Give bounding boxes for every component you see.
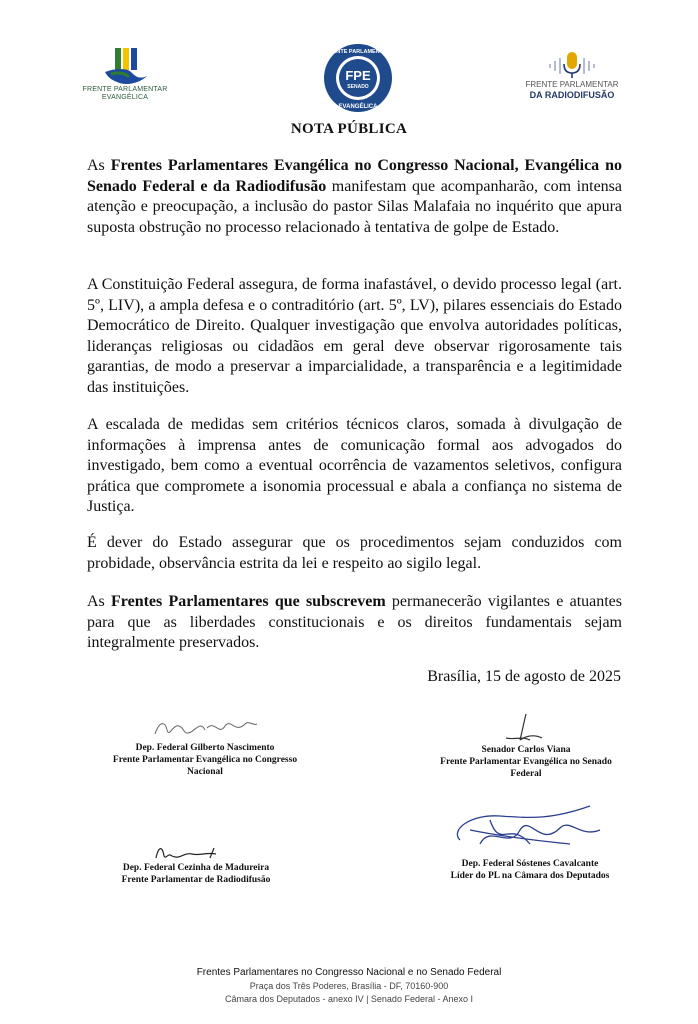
p5-rest: permanecerão vigilantes e atuantes para que as liberdades constitucionais e os direitos fundamentais sejam integralmente preservados. xyxy=(87,593,623,652)
fpe-caption-line1: FRENTE PARLAMENTAR xyxy=(82,86,168,93)
logo-frente-parlamentar-evangelica xyxy=(60,46,190,102)
signatory-name-2: Senador Carlos Viana xyxy=(481,745,571,755)
signatory-name-3: Dep. Federal Cezinha de Madureira xyxy=(122,863,270,873)
signatory-role-1b: Nacional xyxy=(187,767,223,777)
signatory-role-1a: Frente Parlamentar Evangélica no Congresso xyxy=(112,755,298,765)
fpe-senado-center-sub: SENADO xyxy=(347,84,369,90)
p1-lead: As xyxy=(87,157,111,174)
fpe-caption-line2: EVANGÉLICA xyxy=(101,94,149,101)
paragraph-4: É dever do Estado assegurar que os procedimentos sejam conduzidos com probidade, observância estrita da lei e respeito ao sigilo legal. xyxy=(87,534,622,572)
signature-block-1 xyxy=(90,712,320,778)
signatory-role-2b: Federal xyxy=(510,769,542,779)
radio-caption-line1: FRENTE PARLAMENTAR xyxy=(525,80,619,89)
signature-block-4 xyxy=(420,800,640,882)
radio-caption-line2: DA RADIODIFUSÃO xyxy=(529,90,615,100)
p5-bold: Frentes Parlamentares que subscrevem xyxy=(111,593,386,610)
footer xyxy=(0,966,698,1006)
signatory-name-1: Dep. Federal Gilberto Nascimento xyxy=(135,743,275,753)
footer-line-1: Frentes Parlamentares no Congresso Nacional e no Senado Federal xyxy=(196,967,502,978)
paragraph-5 xyxy=(87,592,622,654)
signature-scribble-icon xyxy=(440,800,620,858)
fpe-senado-seal-icon xyxy=(322,42,394,114)
logo-frente-radiodifusao xyxy=(516,50,628,100)
p1-bold: Frentes Parlamentares Evangélica no Congresso Nacional, Evangélica no Senado Federal e da Radiodifusão xyxy=(87,157,623,195)
p1-rest: manifestam que acompanharão, com intensa atenção e preocupação, a inclusão do pastor Silas Malafaia no inquérito que apura suposta obstrução no processo relacionado à tentativa de golpe de Estado. xyxy=(87,177,623,236)
signature-scribble-icon xyxy=(486,712,566,744)
fpe-senado-center-text: FPE xyxy=(345,68,371,83)
signatory-role-3a: Frente Parlamentar de Radiodifusão xyxy=(121,875,271,885)
p5-lead: As xyxy=(87,593,112,610)
footer-line-2: Praça dos Três Poderes, Brasília - DF, 70160-900 xyxy=(249,981,449,991)
signature-block-3 xyxy=(96,840,296,886)
signature-scribble-icon xyxy=(145,712,265,742)
fpe-emblem-icon xyxy=(101,46,149,86)
signature-block-2 xyxy=(416,712,636,780)
fpe-senado-ring-bottom: EVANGÉLICA xyxy=(338,104,378,110)
signature-scribble-icon xyxy=(136,840,256,862)
page-title: NOTA PÚBLICA xyxy=(290,121,408,137)
paragraph-2: A Constituição Federal assegura, de forma inafastável, o devido processo legal (art. 5º, LIV), a ampla defesa e o contraditório (art. 5º, LV), pilares essenciais do Estado Democrático de Direito. Qualquer investigação que envolva autoridades políticas, lideranças religiosas ou cidadãos em geral deve observar rigorosamente tais garantias, de modo a preservar a imparcialidade, a transparência e a legitimidade das instituições. xyxy=(87,276,622,396)
paragraph-3: A escalada de medidas sem critérios técnicos claros, somada à divulgação de informações à imprensa antes de comunicação formal aos advogados do investigado, bem como a eventual ocorrência de vazamentos seletivos, configura prática que compromete a isonomia processual e abala a confiança no sistema de Justiça. xyxy=(87,416,622,516)
signatory-role-2a: Frente Parlamentar Evangélica no Senado xyxy=(440,757,612,767)
logo-fpe-senado xyxy=(321,42,395,119)
place-date: Brasília, 15 de agosto de 2025 xyxy=(427,668,621,685)
fpe-senado-ring-top: FRENTE PARLAMENTAR xyxy=(325,49,391,55)
paragraph-1 xyxy=(87,156,622,238)
signatory-role-4a: Líder do PL na Câmara dos Deputados xyxy=(450,871,610,881)
microphone-icon xyxy=(542,50,602,80)
signatory-name-4: Dep. Federal Sóstenes Cavalcante xyxy=(461,859,599,869)
footer-line-3: Câmara dos Deputados - anexo IV | Senado Federal - Anexo I xyxy=(225,994,473,1004)
